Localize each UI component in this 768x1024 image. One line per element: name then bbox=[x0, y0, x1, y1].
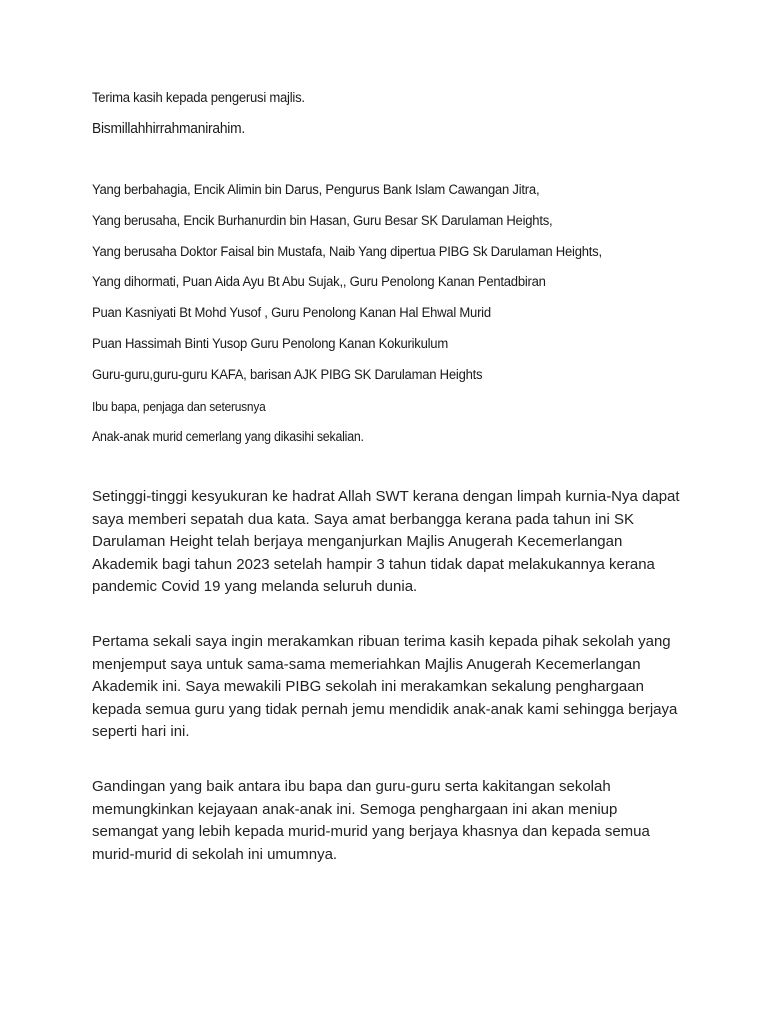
paragraph-line: Gandingan yang baik antara ibu bapa dan guru-guru serta kakitangan sekolah bbox=[92, 778, 611, 795]
salutation-line: Yang berbahagia, Encik Alimin bin Darus, Pengurus Bank Islam Cawangan Jitra, bbox=[92, 182, 540, 198]
opening-thanks: Terima kasih kepada pengerusi majlis. bbox=[92, 90, 305, 106]
salutation-line: Anak-anak murid cemerlang yang dikasihi sekalian. bbox=[92, 429, 364, 444]
paragraph-line: murid-murid di sekolah ini umumnya. bbox=[92, 845, 338, 863]
salutation-line: Yang berusaha Doktor Faisal bin Mustafa, Naib Yang dipertua PIBG Sk Darulaman Heights, bbox=[92, 244, 602, 260]
salutation-line: Yang berusaha, Encik Burhanurdin bin Hasan, Guru Besar SK Darulaman Heights, bbox=[92, 213, 553, 229]
paragraph-thanks-school bbox=[92, 631, 722, 744]
paragraph-line: Setinggi-tinggi kesyukuran ke hadrat Allah SWT kerana dengan limpah kurnia-Nya dapat bbox=[92, 488, 680, 505]
paragraph-line: menjemput saya untuk sama-sama memeriahkan Majlis Anugerah Kecemerlangan bbox=[92, 655, 641, 673]
salutation-line: Puan Kasniyati Bt Mohd Yusof , Guru Penolong Kanan Hal Ehwal Murid bbox=[92, 305, 491, 321]
paragraph-line: Akademik bagi tahun 2023 setelah hampir 3 tahun tidak dapat melakukannya kerana bbox=[92, 555, 655, 573]
paragraph-line: seperti hari ini. bbox=[92, 723, 190, 740]
opening-bismillah: Bismillahhirrahmanirahim. bbox=[92, 120, 246, 137]
salutation-line: Yang dihormati, Puan Aida Ayu Bt Abu Sujak,, Guru Penolong Kanan Pentadbiran bbox=[92, 274, 546, 290]
salutation-line: Ibu bapa, penjaga dan seterusnya bbox=[92, 399, 266, 414]
paragraph-line: memungkinkan kejayaan anak-anak ini. Semoga penghargaan ini akan meniup bbox=[92, 800, 618, 818]
salutation-line: Puan Hassimah Binti Yusop Guru Penolong Kanan Kokurikulum bbox=[92, 336, 448, 352]
paragraph-line: Akademik ini. Saya mewakili PIBG sekolah ini merakamkan sekalung penghargaan bbox=[92, 678, 644, 695]
paragraph-line: Darulaman Height telah berjaya menganjurkan Majlis Anugerah Kecemerlangan bbox=[92, 533, 623, 550]
paragraph-line: semangat yang lebih kepada murid-murid yang berjaya khasnya dan kepada semua bbox=[92, 823, 650, 840]
paragraph-gratitude bbox=[92, 486, 722, 599]
paragraph-line: saya memberi sepatah dua kata. Saya amat berbangga kerana pada tahun ini SK bbox=[92, 510, 635, 528]
paragraph-line: Pertama sekali saya ingin merakamkan ribuan terima kasih kepada pihak sekolah yang bbox=[92, 633, 671, 650]
paragraph-line: kepada semua guru yang tidak pernah jemu mendidik anak-anak kami sehingga berjaya bbox=[92, 700, 678, 718]
salutation-line: Guru-guru,guru-guru KAFA, barisan AJK PIBG SK Darulaman Heights bbox=[92, 367, 483, 383]
paragraph-line: pandemic Covid 19 yang melanda seluruh dunia. bbox=[92, 578, 418, 595]
paragraph-cooperation bbox=[92, 776, 722, 866]
